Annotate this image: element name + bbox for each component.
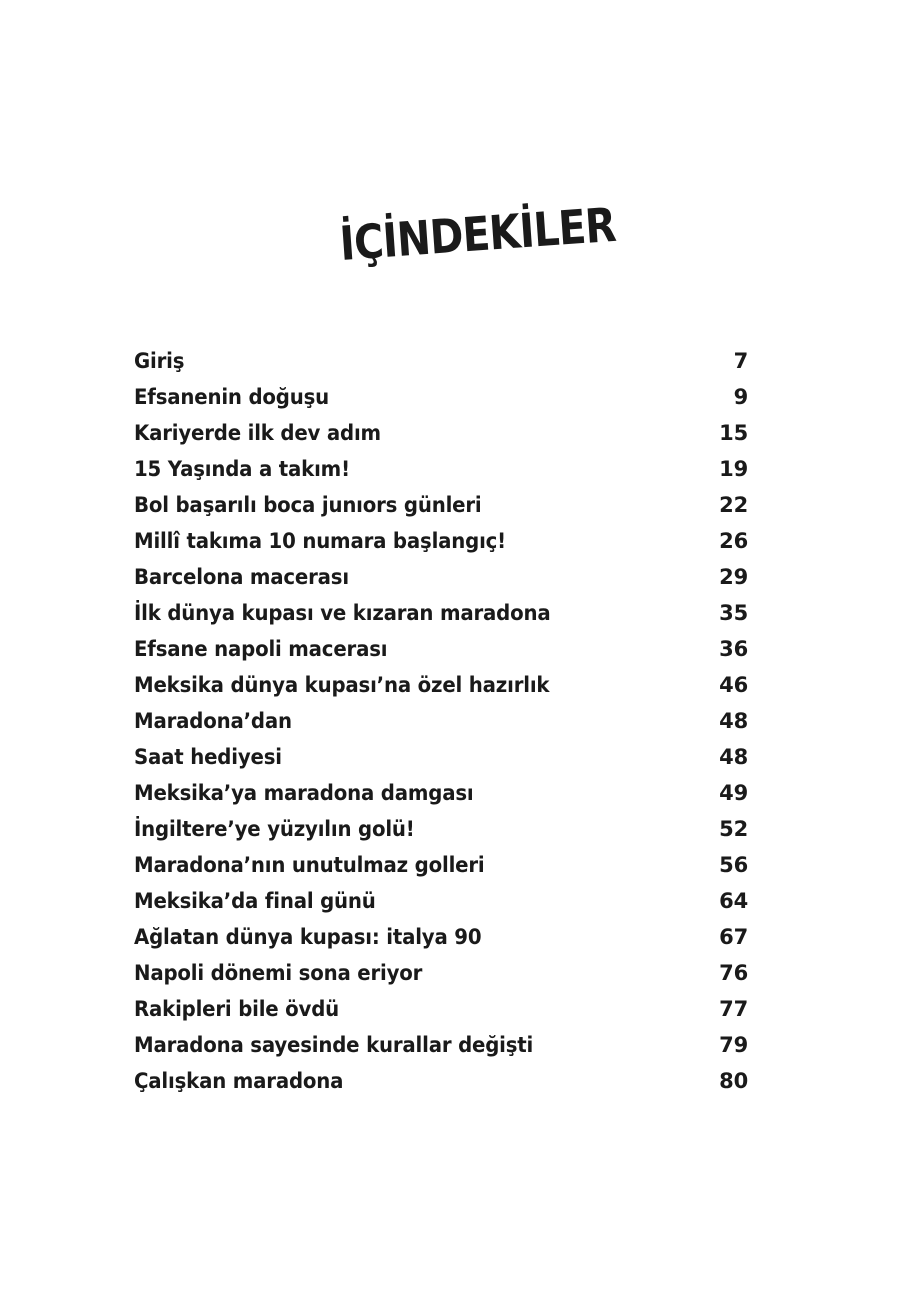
toc-entry[interactable] bbox=[134, 703, 748, 739]
toc-entry[interactable] bbox=[134, 775, 748, 811]
table-of-contents bbox=[134, 343, 748, 1099]
toc-entry[interactable] bbox=[134, 919, 748, 955]
page-title: İÇİNDEKİLER bbox=[338, 197, 618, 272]
toc-entry-title: Meksika’ya maradona damgası bbox=[134, 781, 474, 805]
toc-entry-title: Maradona’dan bbox=[134, 709, 292, 733]
toc-entry-title: Rakipleri bile övdü bbox=[134, 997, 340, 1021]
toc-entry-page-number: 49 bbox=[719, 781, 748, 805]
toc-entry[interactable] bbox=[134, 955, 748, 991]
toc-entry-title: Meksika dünya kupası’na özel hazırlık bbox=[134, 673, 550, 697]
toc-entry[interactable] bbox=[134, 487, 748, 523]
toc-entry[interactable] bbox=[134, 991, 748, 1027]
toc-entry[interactable] bbox=[134, 595, 748, 631]
toc-entry[interactable] bbox=[134, 739, 748, 775]
toc-entry[interactable] bbox=[134, 415, 748, 451]
toc-entry-page-number: 80 bbox=[719, 1069, 748, 1093]
toc-entry[interactable] bbox=[134, 559, 748, 595]
toc-entry-title: Saat hediyesi bbox=[134, 745, 282, 769]
toc-entry-page-number: 76 bbox=[719, 961, 748, 985]
toc-entry-page-number: 79 bbox=[719, 1033, 748, 1057]
toc-entry[interactable] bbox=[134, 883, 748, 919]
toc-entry-page-number: 67 bbox=[719, 925, 748, 949]
toc-entry-page-number: 29 bbox=[719, 565, 748, 589]
toc-entry-title: Napoli dönemi sona eriyor bbox=[134, 961, 423, 985]
toc-entry-title: Kariyerde ilk dev adım bbox=[134, 421, 381, 445]
toc-entry-page-number: 22 bbox=[719, 493, 748, 517]
toc-entry-page-number: 46 bbox=[719, 673, 748, 697]
toc-entry[interactable] bbox=[134, 1027, 748, 1063]
toc-entry-title: Maradona’nın unutulmaz golleri bbox=[134, 853, 485, 877]
toc-entry-title: Giriş bbox=[134, 349, 185, 373]
toc-entry-page-number: 35 bbox=[719, 601, 748, 625]
toc-entry[interactable] bbox=[134, 451, 748, 487]
toc-entry-title: Bol başarılı boca junıors günleri bbox=[134, 493, 482, 517]
toc-entry-title: Millî takıma 10 numara başlangıç! bbox=[134, 529, 507, 553]
toc-entry-title: İngiltere’ye yüzyılın golü! bbox=[134, 817, 415, 841]
toc-entry-page-number: 7 bbox=[733, 349, 748, 373]
toc-entry[interactable] bbox=[134, 811, 748, 847]
toc-entry-page-number: 48 bbox=[719, 745, 748, 769]
toc-entry-page-number: 77 bbox=[719, 997, 748, 1021]
toc-entry-title: Maradona sayesinde kurallar değişti bbox=[134, 1033, 534, 1057]
toc-entry-page-number: 52 bbox=[719, 817, 748, 841]
toc-entry-page-number: 26 bbox=[719, 529, 748, 553]
toc-entry[interactable] bbox=[134, 667, 748, 703]
toc-entry-page-number: 9 bbox=[733, 385, 748, 409]
toc-entry-title: Efsanenin doğuşu bbox=[134, 385, 330, 409]
toc-entry-title: İlk dünya kupası ve kızaran maradona bbox=[134, 601, 551, 625]
toc-entry-title: Çalışkan maradona bbox=[134, 1069, 344, 1093]
toc-entry-page-number: 19 bbox=[719, 457, 748, 481]
toc-entry[interactable] bbox=[134, 379, 748, 415]
toc-entry[interactable] bbox=[134, 523, 748, 559]
toc-entry-title: Meksika’da final günü bbox=[134, 889, 376, 913]
toc-entry[interactable] bbox=[134, 847, 748, 883]
toc-entry[interactable] bbox=[134, 1063, 748, 1099]
toc-entry-title: Barcelona macerası bbox=[134, 565, 349, 589]
toc-entry-page-number: 15 bbox=[719, 421, 748, 445]
toc-entry[interactable] bbox=[134, 343, 748, 379]
toc-entry-page-number: 64 bbox=[719, 889, 748, 913]
toc-entry[interactable] bbox=[134, 631, 748, 667]
toc-entry-title: Ağlatan dünya kupası: italya 90 bbox=[134, 925, 482, 949]
toc-entry-page-number: 36 bbox=[719, 637, 748, 661]
toc-entry-title: Efsane napoli macerası bbox=[134, 637, 388, 661]
toc-entry-page-number: 48 bbox=[719, 709, 748, 733]
toc-entry-page-number: 56 bbox=[719, 853, 748, 877]
toc-entry-title: 15 Yaşında a takım! bbox=[134, 457, 350, 481]
